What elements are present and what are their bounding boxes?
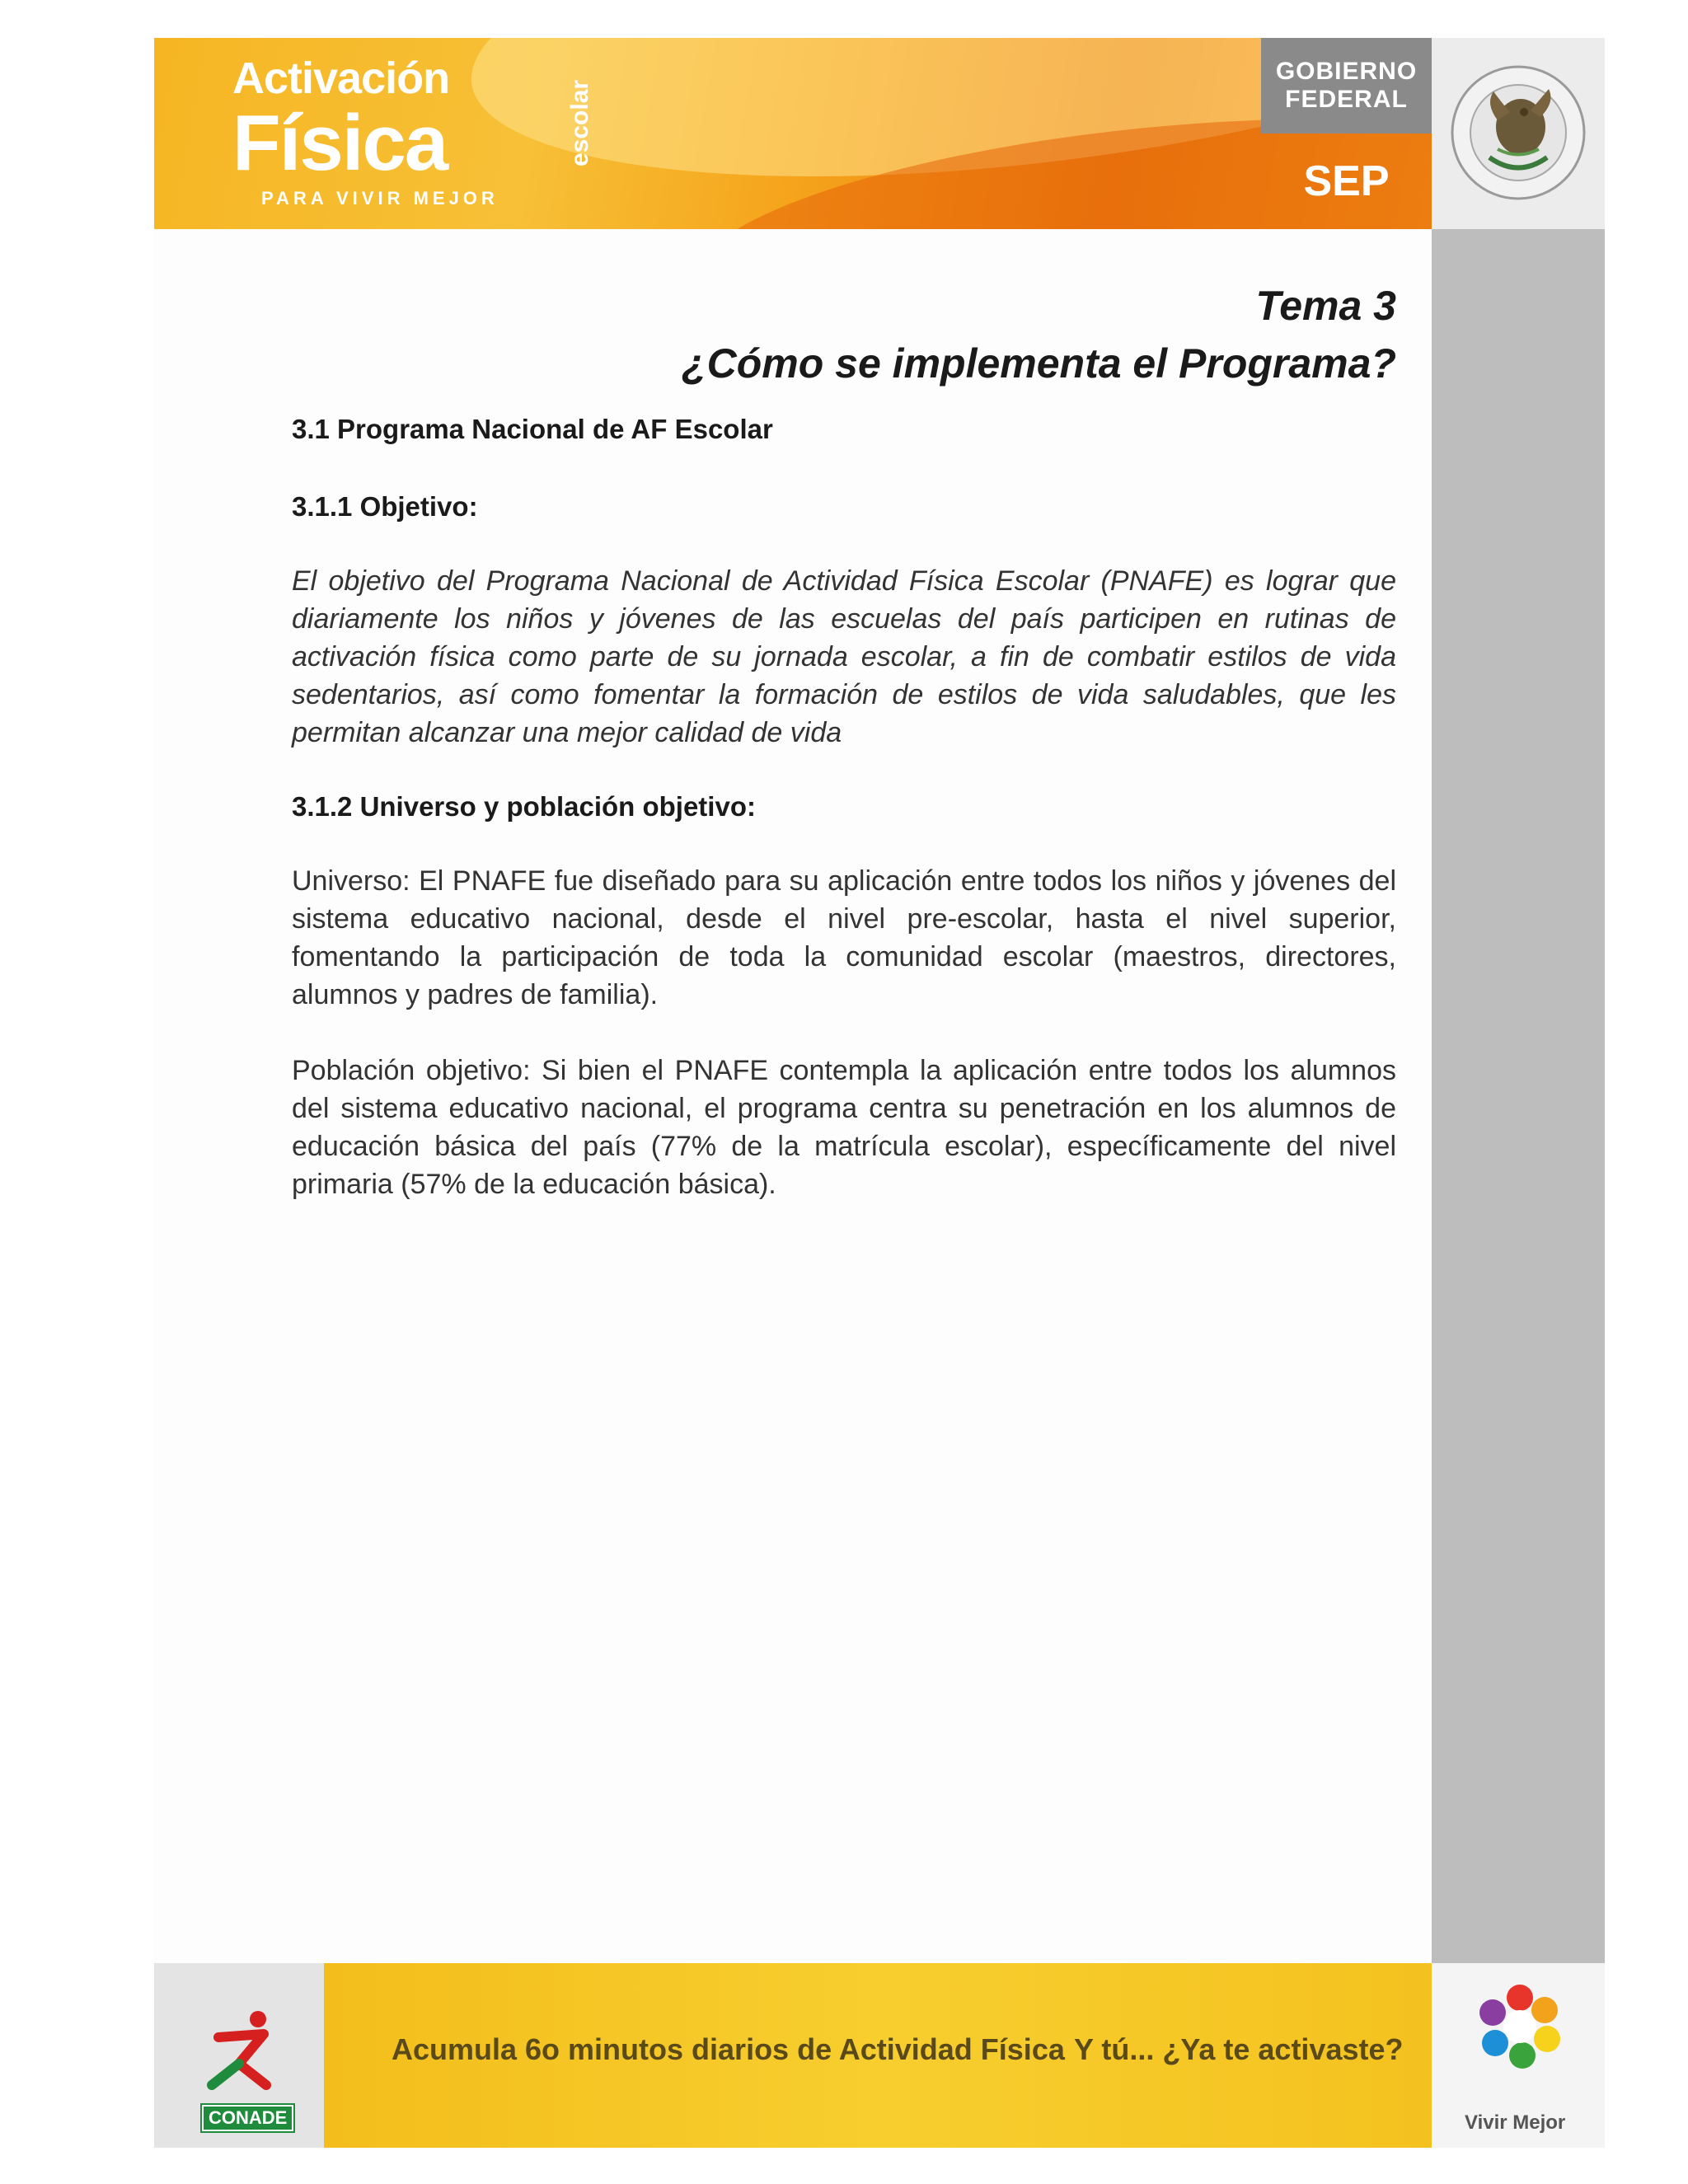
sep-logo: SEP	[1303, 157, 1390, 205]
section-heading-3-1-1: 3.1.1 Objetivo:	[292, 491, 478, 522]
logo-tagline: PARA VIVIR MEJOR	[261, 188, 499, 209]
seal-area	[1432, 38, 1605, 229]
vivir-mejor-logo-area	[1432, 1963, 1605, 2148]
logo-line2: Física	[232, 99, 448, 187]
universo-paragraph: Universo: El PNAFE fue diseñado para su aplicación entre todos los niños y jóvenes del sistema educativo nacional, desde el nivel pre-escolar, hasta el nivel superior, fomentando la participación de toda la comunidad escolar (maestros, directores, alumnos y padres de familia).	[292, 865, 1396, 1010]
right-side-stripe	[1432, 229, 1605, 1963]
runner-icon	[194, 2004, 293, 2103]
logo-line1: Activación	[232, 54, 450, 103]
main-content	[292, 277, 1396, 1203]
poblacion-paragraph: Población objetivo: Si bien el PNAFE contempla la aplicación entre todos los alumnos del sistema educativo nacional, el programa centra su penetración en los alumnos de educación básica del país (77% de la matrícula escolar), específicamente del nivel primaria (57% de la educación básica).	[292, 1055, 1396, 1200]
logo-vertical: escolar	[566, 79, 593, 166]
vivir-mejor-flower-icon	[1475, 1981, 1565, 2072]
page-title	[292, 277, 1396, 392]
header-banner	[154, 38, 1432, 229]
vivir-mejor-label: Vivir Mejor	[1465, 2111, 1566, 2134]
slogan-primary: Acumula 6o minutos diarios de Actividad Física	[392, 2032, 1065, 2066]
section-heading-3-1-2: 3.1.2 Universo y población objetivo:	[292, 791, 756, 822]
document-page	[154, 38, 1605, 2148]
slogan-secondary: Y tú... ¿Ya te activaste?	[1074, 2032, 1404, 2066]
section-heading-3-1: 3.1 Programa Nacional de AF Escolar	[292, 414, 773, 444]
title-line2: ¿Cómo se implementa el Programa?	[682, 340, 1396, 387]
objetivo-paragraph: El objetivo del Programa Nacional de Actividad Física Escolar (PNAFE) es lograr que diariamente los niños y jóvenes de las escuelas del país participen en rutinas de activación física como parte de su jornada escolar, a fin de combatir estilos de vida sedentarios, así como fomentar la formación de estilos de vida saludables, que les permitan alcanzar una mejor calidad de vida	[292, 565, 1396, 748]
gov-line2: FEDERAL	[1285, 86, 1408, 113]
footer-slogan-band	[324, 1963, 1432, 2148]
mexican-seal-icon	[1448, 63, 1588, 203]
page-footer	[154, 1963, 1605, 2148]
page-header	[154, 38, 1605, 229]
activacion-fisica-logo	[232, 53, 450, 187]
gobierno-federal-box	[1261, 38, 1432, 134]
gov-line1: GOBIERNO	[1275, 58, 1418, 85]
title-line1: Tema 3	[1255, 283, 1396, 329]
conade-logo-area	[154, 1963, 324, 2148]
conade-label: CONADE	[202, 2105, 293, 2131]
